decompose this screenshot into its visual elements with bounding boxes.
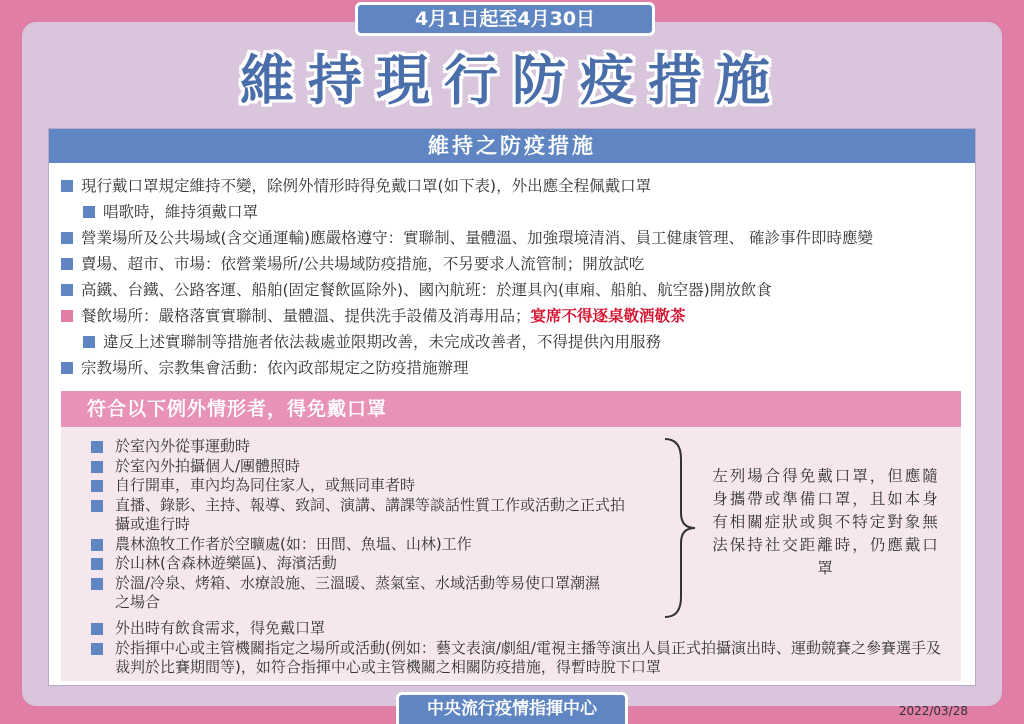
rules-list: [61, 173, 971, 381]
rule-item: 營業場所及公共場域(含交通運輸)應嚴格遵守：實聯制、量體溫、加強環境清消、員工健康管理、 確診事件即時應變: [61, 225, 971, 251]
curly-brace-icon: [659, 435, 699, 621]
exceptions-list: [91, 437, 651, 613]
list-item: 於室內外從事運動時: [91, 437, 651, 457]
square-bullet-icon: [61, 232, 73, 244]
square-bullet-icon: [91, 643, 103, 655]
section-title: 維持之防疫措施: [49, 129, 975, 163]
list-item: 於山林(含森林遊樂區)、海濱活動: [91, 554, 651, 574]
rule-item: 高鐵、台鐵、公路客運、船舶(固定餐飲區除外)、國內航班：於運具內(車廂、船舶、航空器)開放飲食: [61, 277, 971, 303]
rule-item: 現行戴口罩規定維持不變，除例外情形時得免戴口罩(如下表)，外出應全程佩戴口罩: [61, 173, 971, 199]
list-item: 農林漁牧工作者於空曠處(如：田間、魚塭、山林)工作: [91, 535, 651, 555]
list-item: 直播、錄影、主持、報導、致詞、演講、講課等談話性質工作或活動之正式拍攝或進行時: [91, 496, 651, 535]
square-bullet-icon: [83, 206, 95, 218]
square-bullet-icon: [61, 310, 73, 322]
square-bullet-icon: [83, 336, 95, 348]
list-item: 於室內外拍攝個人/團體照時: [91, 457, 651, 477]
square-bullet-icon: [91, 539, 103, 551]
footer-org: 中央流行疫情指揮中心: [396, 692, 628, 724]
date-range-banner: 4月1日起至4月30日: [355, 2, 655, 36]
square-bullet-icon: [91, 558, 103, 570]
square-bullet-icon: [91, 461, 103, 473]
page-title: 維持現行防疫措施: [240, 49, 784, 112]
list-item: 外出時有飲食需求，得免戴口罩: [91, 619, 951, 639]
highlight-text: 宴席不得逐桌敬酒敬茶: [530, 307, 686, 325]
exceptions-box: [61, 391, 961, 681]
square-bullet-icon: [91, 500, 103, 512]
list-item: 自行開車，車內均為同住家人，或無同車者時: [91, 476, 651, 496]
square-bullet-icon: [61, 258, 73, 270]
square-bullet-icon: [91, 480, 103, 492]
rule-subitem: 唱歌時，維持須戴口罩: [61, 199, 971, 225]
square-bullet-icon: [91, 441, 103, 453]
square-bullet-icon: [91, 578, 103, 590]
square-bullet-icon: [61, 362, 73, 374]
square-bullet-icon: [91, 623, 103, 635]
rule-item: 宗教場所、宗教集會活動：依內政部規定之防疫措施辦理: [61, 355, 971, 381]
list-item: 於指揮中心或主管機關指定之場所或活動(例如：藝文表演/劇組/電視主播等演出人員正式拍攝演出時、運動競賽之參賽選手及裁判於比賽期間等)，如符合指揮中心或主管機關之相關防疫措施，得暫時脫下口罩: [91, 639, 951, 678]
publish-date: 2022/03/28: [898, 704, 968, 718]
list-item: 於溫/冷泉、烤箱、水療設施、三溫暖、蒸氣室、水域活動等易使口罩潮濕之場合: [91, 574, 651, 613]
square-bullet-icon: [61, 284, 73, 296]
exceptions-title: 符合以下例外情形者，得免戴口罩: [61, 391, 961, 427]
exception-note: 左列場合得免戴口罩，但應隨身攜帶或準備口罩，且如本身有相關症狀或與不特定對象無法保持社交距離時，仍應戴口罩: [712, 467, 940, 577]
exceptions-bottom-list: [91, 619, 951, 678]
rule-item: 賣場、超市、市場：依營業場所/公共場域防疫措施，不另要求人流管制；開放試吃: [61, 251, 971, 277]
square-bullet-icon: [61, 180, 73, 192]
rule-item-dining: 餐飲場所：嚴格落實實聯制、量體溫、提供洗手設備及消毒用品； 宴席不得逐桌敬酒敬茶: [61, 303, 971, 329]
content-card: [48, 128, 976, 686]
rule-subitem: 違反上述實聯制等措施者依法裁處並限期改善，未完成改善者，不得提供內用服務: [61, 329, 971, 355]
